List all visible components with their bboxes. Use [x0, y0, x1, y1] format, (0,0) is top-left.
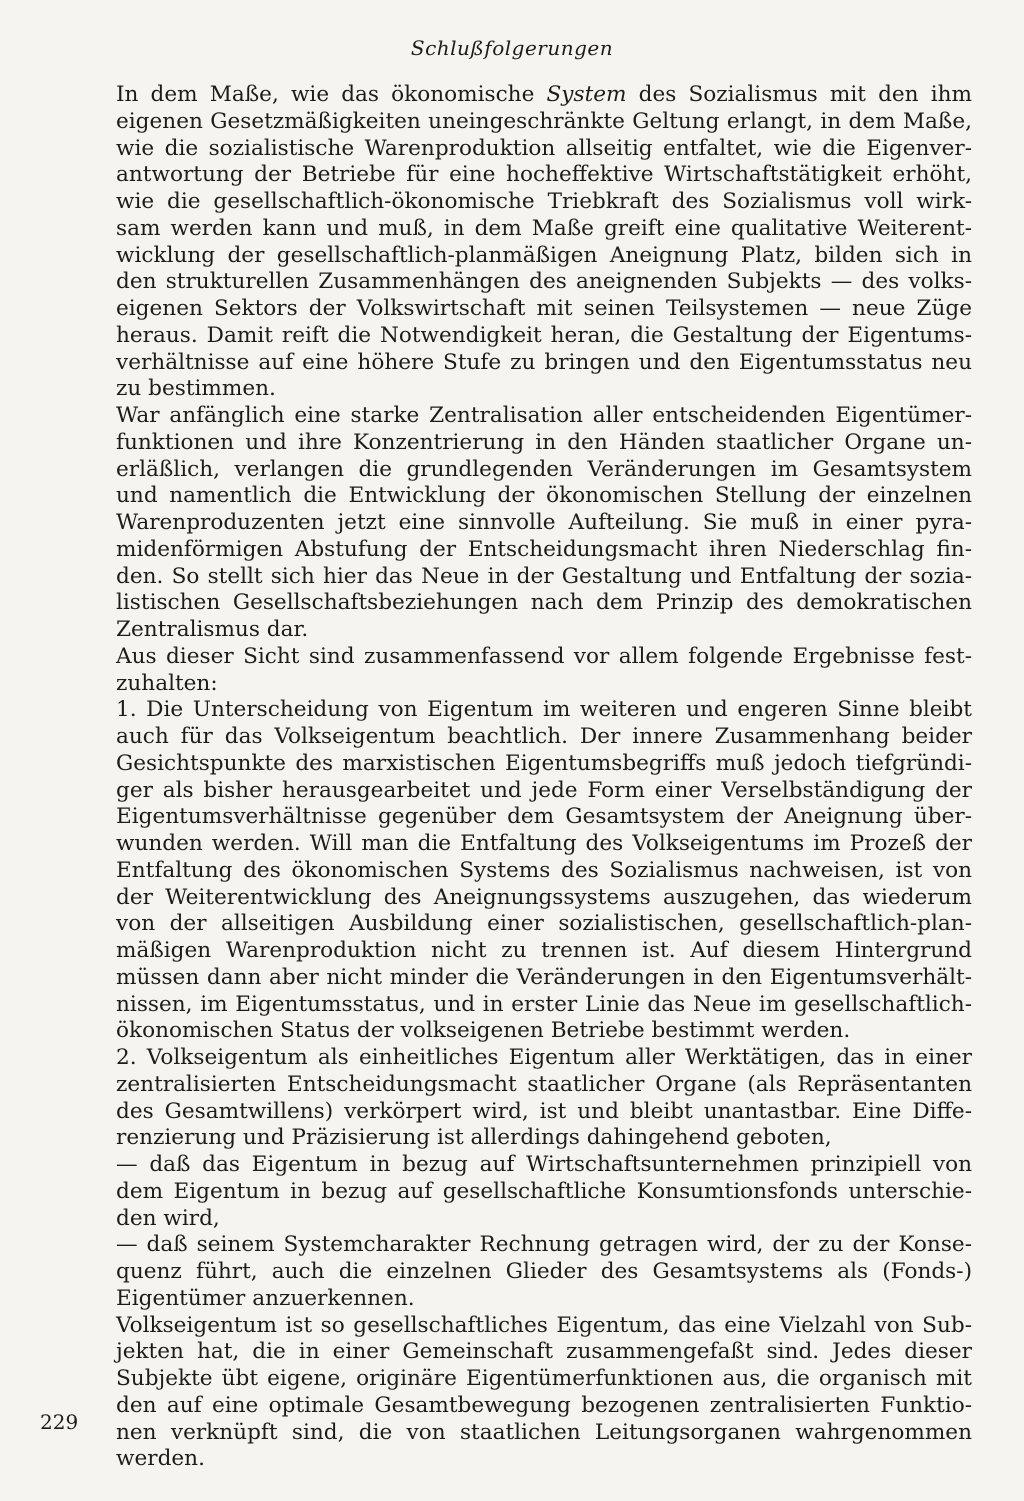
page-number: 229: [40, 1410, 79, 1434]
text-line: antwortung der Betriebe für eine hocheffektive Wirtschaftstätigkeit erhöht,: [116, 162, 972, 188]
text-line: jekten hat, die in einer Gemeinschaft zusammengefaßt sind. Jedes dieser: [116, 1339, 972, 1365]
text-line: renzierung und Präzisierung ist allerdings dahingehend geboten,: [116, 1125, 832, 1151]
body-text: [116, 82, 972, 1472]
text-line: den. So stellt sich hier das Neue in der Gestaltung und Entfaltung der sozia-: [116, 563, 972, 589]
text-line: wicklung der gesellschaftlich-planmäßigen Aneignung Platz, bilden sich in: [116, 242, 972, 268]
text-line: auch für das Volkseigentum beachtlich. Der innere Zusammenhang beider: [116, 724, 972, 749]
text-line: 2. Volkseigentum als einheitliches Eigentum aller Werktätigen, das in einer: [116, 1045, 972, 1070]
text-line: War anfänglich eine starke Zentralisation aller entscheidenden Eigentümer-: [116, 403, 972, 428]
text-line: der Weiterentwicklung des Aneignungssystems auszugehen, das wiederum: [116, 884, 972, 910]
text-line: Subjekte übt eigene, originäre Eigentümerfunktionen aus, die organisch mit: [116, 1366, 972, 1391]
text-line: werden.: [116, 1446, 205, 1472]
emphasized-word: System: [546, 82, 627, 107]
text-line: wie die gesellschaftlich-ökonomische Triebkraft des Sozialismus voll wirk-: [116, 189, 972, 214]
text-line: dem Eigentum in bezug auf gesellschaftliche Konsumtionsfonds unterschie-: [116, 1178, 972, 1204]
text-line: eigenen Gesetzmäßigkeiten uneingeschränkte Geltung erlangt, in dem Maße,: [116, 108, 972, 134]
text-line: verhältnisse auf eine höhere Stufe zu bringen und den Eigentumsstatus neu: [116, 349, 972, 375]
text-line-part: des Sozialismus mit den ihm: [626, 82, 972, 107]
text-line: erläßlich, verlangen die grundlegenden Veränderungen im Gesamtsystem: [116, 456, 972, 482]
text-line: den wird,: [116, 1205, 220, 1231]
text-line: Aus dieser Sicht sind zusammenfassend vor allem folgende Ergebnisse fest-: [116, 643, 972, 669]
text-line: müssen dann aber nicht minder die Veränderungen in den Eigentumsverhält-: [116, 964, 972, 990]
text-line: Warenproduzenten jetzt eine sinnvolle Aufteilung. Sie muß in einer pyra-: [116, 510, 972, 535]
text-line-part: In dem Maße, wie das ökonomische: [116, 82, 547, 107]
text-line: von der allseitigen Ausbildung einer sozialistischen, gesellschaftlich-plan-: [116, 911, 972, 937]
text-line: Eigentumsverhältnisse gegenüber dem Gesamtsystem der Aneignung über-: [116, 804, 972, 830]
text-line: listischen Gesellschaftsbeziehungen nach dem Prinzip des demokratischen: [116, 590, 972, 616]
text-line: heraus. Damit reift die Notwendigkeit heran, die Gestaltung der Eigentums-: [116, 322, 972, 348]
text-line: zentralisierten Entscheidungsmacht staatlicher Organe (als Repräsentanten: [116, 1071, 972, 1097]
text-line: nissen, im Eigentumsstatus, und in erster Linie das Neue im gesellschaftlich-: [116, 991, 972, 1017]
text-line: midenförmigen Abstufung der Entscheidungsmacht ihren Niederschlag fin-: [116, 536, 972, 562]
text-line: Volkseigentum ist so gesellschaftliches Eigentum, das eine Vielzahl von Sub-: [116, 1312, 972, 1338]
text-line: sam werden kann und muß, in dem Maße greift eine qualitative Weiterent-: [116, 215, 972, 241]
text-line: nen verknüpft sind, die von staatlichen Leitungsorganen wahrgenommen: [116, 1419, 972, 1445]
text-line: [116, 82, 972, 109]
text-line: Gesichtspunkte des marxistischen Eigentumsbegriffs muß jedoch tiefgründi-: [116, 750, 972, 776]
text-line: zu bestimmen.: [116, 376, 276, 402]
text-line: funktionen und ihre Konzentrierung in den Händen staatlicher Organe un-: [116, 429, 972, 455]
text-line: mäßigen Warenproduktion nicht zu trennen ist. Auf diesem Hintergrund: [116, 938, 972, 963]
text-line: Entfaltung des ökonomischen Systems des Sozialismus nachweisen, ist von: [116, 857, 972, 883]
text-line: und namentlich die Entwicklung der ökonomischen Stellung der einzelnen: [116, 483, 972, 509]
running-head: Schlußfolgerungen: [410, 36, 614, 60]
text-line: Zentralismus dar.: [116, 617, 309, 642]
text-line: den auf eine optimale Gesamtbewegung bezogenen zentralisierten Funktio-: [116, 1392, 972, 1418]
text-line: Eigentümer anzuerkennen.: [116, 1285, 415, 1311]
text-line: wie die sozialistische Warenproduktion allseitig entfaltet, wie die Eigenver-: [116, 135, 972, 161]
text-line: quenz führt, auch die einzelnen Glieder des Gesamtsystems als (Fonds-): [116, 1259, 972, 1284]
text-line: ger als bisher herausgearbeitet und jede Form einer Verselbständigung der: [116, 777, 972, 803]
text-line: den strukturellen Zusammenhängen des aneignenden Subjekts — des volks-: [116, 269, 972, 295]
text-line: wunden werden. Will man die Entfaltung des Volkseigentums im Prozeß der: [116, 831, 972, 856]
text-line: — daß das Eigentum in bezug auf Wirtschaftsunternehmen prinzipiell von: [116, 1152, 972, 1177]
text-line: zuhalten:: [116, 670, 218, 696]
text-line: eigenen Sektors der Volkswirtschaft mit seinen Teilsystemen — neue Züge: [116, 296, 972, 321]
text-line: — daß seinem Systemcharakter Rechnung getragen wird, der zu der Konse-: [116, 1232, 972, 1258]
text-line: des Gesamtwillens) verkörpert wird, ist und bleibt unantastbar. Eine Diffe-: [116, 1098, 972, 1124]
text-line: 1. Die Unterscheidung von Eigentum im weiteren und engeren Sinne bleibt: [116, 697, 972, 723]
text-line: ökonomischen Status der volkseigenen Betriebe bestimmt werden.: [116, 1018, 851, 1044]
